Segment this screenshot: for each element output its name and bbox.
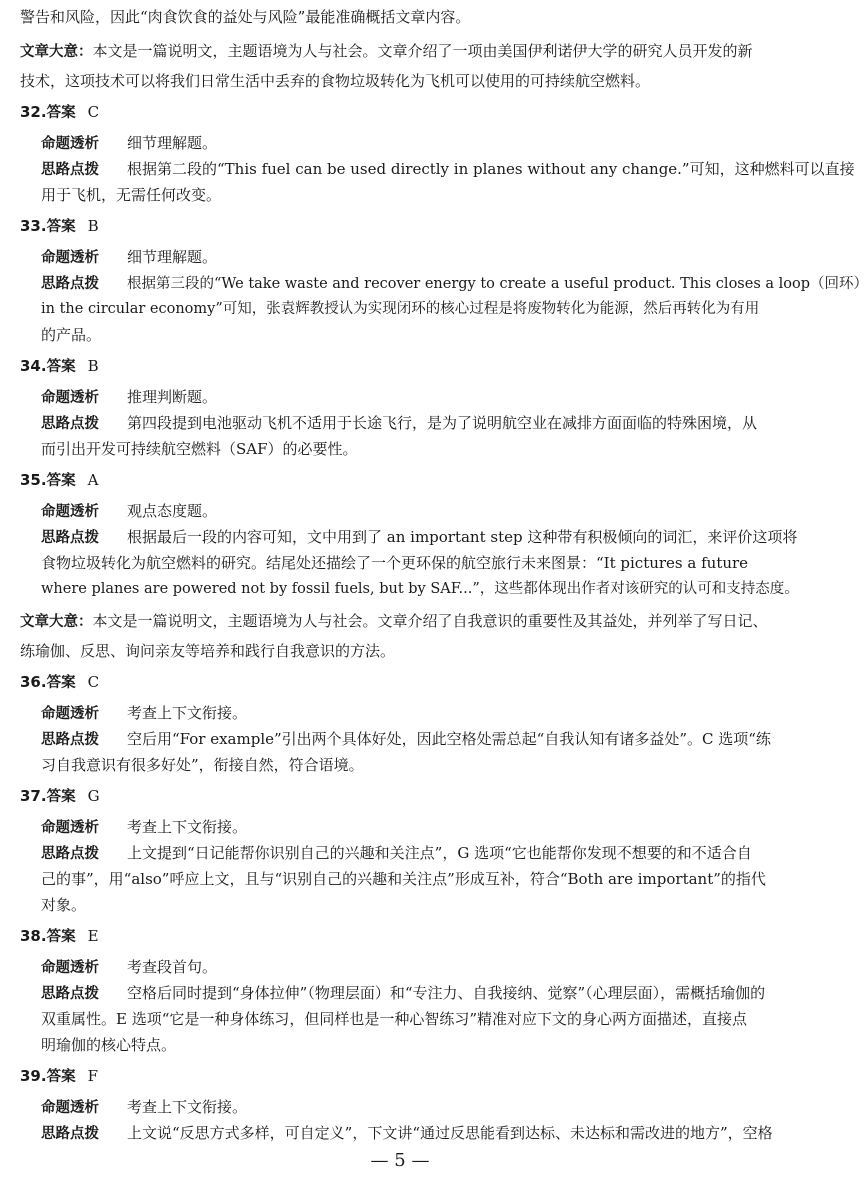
summary-label: 文章大意： xyxy=(20,614,93,630)
hint-text-cont: in the circular economy”可知，张袁辉教授认为实现闭环的核心过程是将废物转化为能源，然后再转化为有用 xyxy=(41,301,760,317)
question-38-answer xyxy=(20,925,780,948)
analysis-text: 考查上下文衔接。 xyxy=(127,818,248,836)
analysis-label: 命题透析 xyxy=(41,136,99,152)
question-32-analysis xyxy=(41,132,780,155)
answer-label: 答案 xyxy=(46,473,76,489)
hint-label: 思路点拨 xyxy=(41,986,99,1002)
question-33-hint xyxy=(41,272,868,295)
hint-text-cont: 明瑜伽的核心特点。 xyxy=(41,1036,177,1054)
analysis-label: 命题透析 xyxy=(41,390,99,406)
question-number: 34. xyxy=(20,357,47,375)
hint-text-cont: 对象。 xyxy=(41,896,87,914)
summary-text: 本文是一篇说明文，主题语境为人与社会。文章介绍了一项由美国伊利诺伊大学的研究人员开发的新 xyxy=(92,42,753,60)
intro-line: 警告和风险，因此“肉食饮食的益处与风险”最能准确概括文章内容。 xyxy=(20,8,471,26)
analysis-text: 考查上下文衔接。 xyxy=(127,704,248,722)
answer-value: C xyxy=(87,673,100,691)
hint-text: 第四段提到电池驱动飞机不适用于长途飞行，是为了说明航空业在减排方面面临的特殊困境，从 xyxy=(127,414,758,432)
answer-label: 答案 xyxy=(46,105,76,121)
summary-text-cont: 技术，这项技术可以将我们日常生活中丢弃的食物垃圾转化为飞机可以使用的可持续航空燃料。 xyxy=(20,72,651,90)
hint-text-cont: 而引出开发可持续航空燃料（SAF）的必要性。 xyxy=(41,440,358,458)
analysis-label: 命题透析 xyxy=(41,960,99,976)
hint-label: 思路点拨 xyxy=(41,162,99,178)
question-38-analysis xyxy=(41,956,780,979)
question-37-hint xyxy=(41,842,780,865)
hint-text-cont: 双重属性。E 选项“它是一种身体练习，但同样也是一种心智练习”精准对应下文的身心两方面描述，直接点 xyxy=(41,1010,748,1028)
answer-label: 答案 xyxy=(46,789,76,805)
question-39-hint xyxy=(41,1122,780,1145)
hint-text-cont: 己的事”，用“also”呼应上文，且与“识别自己的兴趣和关注点”形成互补，符合“Both are important”的指代 xyxy=(41,870,766,888)
question-35-answer xyxy=(20,469,780,492)
hint-text: 根据第三段的“We take waste and recover energy to create a useful product. This closes a loop（回环） xyxy=(127,276,868,292)
answer-label: 答案 xyxy=(46,929,76,945)
answer-value: B xyxy=(87,357,99,375)
hint-label: 思路点拨 xyxy=(41,530,99,546)
question-36-hint xyxy=(41,728,780,751)
question-33-answer xyxy=(20,215,780,238)
answer-value: F xyxy=(87,1067,98,1085)
question-34-answer xyxy=(20,355,780,378)
hint-label: 思路点拨 xyxy=(41,732,99,748)
question-number: 37. xyxy=(20,787,47,805)
hint-text-cont: 食物垃圾转化为航空燃料的研究。结尾处还描绘了一个更环保的航空旅行未来图景：“It pictures a future xyxy=(41,554,749,572)
analysis-text: 观点态度题。 xyxy=(127,502,218,520)
analysis-label: 命题透析 xyxy=(41,1100,99,1116)
hint-label: 思路点拨 xyxy=(41,416,99,432)
hint-label: 思路点拨 xyxy=(41,276,99,292)
hint-label: 思路点拨 xyxy=(41,846,99,862)
answer-label: 答案 xyxy=(46,359,76,375)
analysis-label: 命题透析 xyxy=(41,706,99,722)
question-37-answer xyxy=(20,785,780,808)
answer-value: G xyxy=(87,787,100,805)
question-38-hint xyxy=(41,982,780,1005)
hint-text: 空后用“For example”引出两个具体好处，因此空格处需总起“自我认知有诸多益处”。C 选项“练 xyxy=(127,730,771,748)
hint-text: 上文提到“日记能帮你识别自己的兴趣和关注点”，G 选项“它也能帮你发现不想要的和不适合自 xyxy=(127,844,752,862)
question-32-hint xyxy=(41,158,855,181)
summary-block-2 xyxy=(20,610,780,633)
answer-label: 答案 xyxy=(46,219,76,235)
summary-label: 文章大意： xyxy=(20,44,93,60)
analysis-text: 细节理解题。 xyxy=(127,248,218,266)
question-34-hint xyxy=(41,412,780,435)
question-35-hint xyxy=(41,526,798,549)
analysis-label: 命题透析 xyxy=(41,820,99,836)
hint-text: 空格后同时提到“身体拉伸”（物理层面）和“专注力、自我接纳、觉察”（心理层面），需概括瑜伽的 xyxy=(127,984,766,1002)
question-39-analysis xyxy=(41,1096,780,1119)
summary-block-1 xyxy=(20,40,780,63)
question-34-analysis xyxy=(41,386,780,409)
question-number: 39. xyxy=(20,1067,47,1085)
answer-label: 答案 xyxy=(46,675,76,691)
question-number: 33. xyxy=(20,217,47,235)
question-33-analysis xyxy=(41,246,780,269)
hint-text-cont: 的产品。 xyxy=(41,326,102,344)
hint-text: 上文说“反思方式多样，可自定义”，下文讲“通过反思能看到达标、未达标和需改进的地方”，空格 xyxy=(127,1124,773,1142)
answer-value: B xyxy=(87,217,99,235)
hint-text-cont: 习自我意识有很多好处”，衔接自然，符合语境。 xyxy=(41,756,364,774)
question-number: 32. xyxy=(20,103,47,121)
answer-label: 答案 xyxy=(46,1069,76,1085)
analysis-text: 细节理解题。 xyxy=(127,134,218,152)
summary-text: 本文是一篇说明文，主题语境为人与社会。文章介绍了自我意识的重要性及其益处，并列举了写日记、 xyxy=(92,612,768,630)
page-number: — 5 — xyxy=(370,1150,430,1171)
question-number: 38. xyxy=(20,927,47,945)
analysis-label: 命题透析 xyxy=(41,250,99,266)
hint-text: 根据最后一段的内容可知，文中用到了 an important step 这种带有积极倾向的词汇，来评价这项将 xyxy=(127,528,798,546)
question-39-answer xyxy=(20,1065,780,1088)
question-35-analysis xyxy=(41,500,780,523)
answer-value: E xyxy=(87,927,99,945)
question-36-analysis xyxy=(41,702,780,725)
question-37-analysis xyxy=(41,816,780,839)
analysis-text: 推理判断题。 xyxy=(127,388,218,406)
analysis-text: 考查上下文衔接。 xyxy=(127,1098,248,1116)
question-number: 36. xyxy=(20,673,47,691)
question-36-answer xyxy=(20,671,780,694)
summary-text-cont: 练瑜伽、反思、询问亲友等培养和践行自我意识的方法。 xyxy=(20,642,396,660)
answer-value: A xyxy=(87,471,99,489)
hint-text-cont: 用于飞机，无需任何改变。 xyxy=(41,186,222,204)
question-number: 35. xyxy=(20,471,47,489)
hint-text-cont: where planes are powered not by fossil fuels, but by SAF...”，这些都体现出作者对该研究的认可和支持态度。 xyxy=(41,581,799,597)
analysis-text: 考查段首句。 xyxy=(127,958,218,976)
analysis-label: 命题透析 xyxy=(41,504,99,520)
question-32-answer xyxy=(20,101,780,124)
answer-value: C xyxy=(87,103,100,121)
hint-text: 根据第二段的“This fuel can be used directly in planes without any change.”可知，这种燃料可以直接 xyxy=(127,160,855,178)
hint-label: 思路点拨 xyxy=(41,1126,99,1142)
